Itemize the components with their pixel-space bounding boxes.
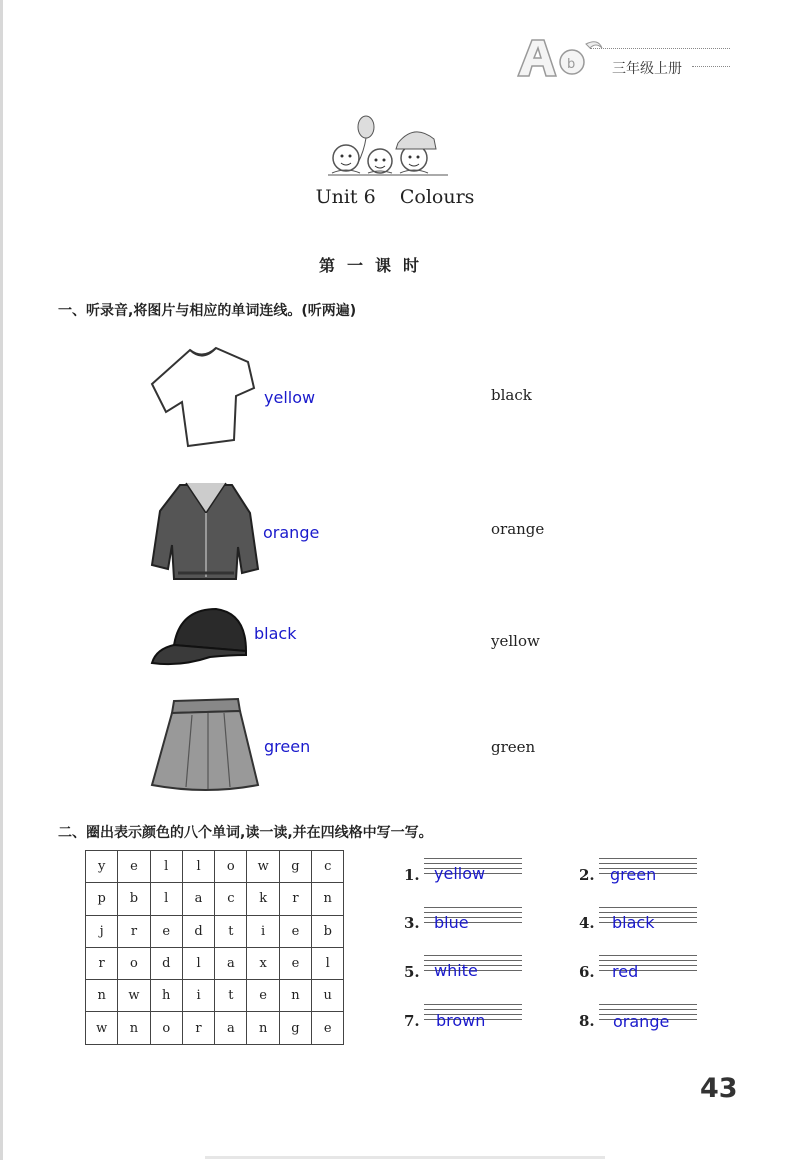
svg-text:b: b [567,57,576,72]
lesson-title: 第一课时 [318,256,431,275]
grid-cell[interactable]: e [150,915,182,947]
grid-cell[interactable]: d [150,947,182,979]
grid-cell[interactable]: e [279,947,311,979]
grid-cell[interactable]: a [215,947,247,979]
unit-title: Unit 6 Colours [315,186,475,208]
grid-cell[interactable]: c [312,851,344,883]
answer-number: 8. [579,1012,595,1030]
grid-cell[interactable]: n [247,1012,279,1044]
grid-cell[interactable]: b [118,883,150,915]
grid-cell[interactable]: o [150,1012,182,1044]
grid-cell[interactable]: e [279,915,311,947]
written-answer: yellow [434,864,486,883]
grid-cell[interactable]: r [279,883,311,915]
answer-number: 1. [404,866,420,884]
answer-number: 5. [404,963,420,981]
grid-cell[interactable]: l [150,883,182,915]
grid-cell[interactable]: g [279,1012,311,1044]
grid-row [86,947,344,979]
header-dots [692,66,730,67]
grid-cell[interactable]: l [312,947,344,979]
answer-2: orange [263,523,320,542]
page-edge-shadow [0,0,3,1160]
skirt-icon [148,695,260,795]
grid-cell[interactable]: n [86,980,118,1012]
grid-cell[interactable]: o [118,947,150,979]
jacket-icon [150,473,262,585]
grid-cell[interactable]: r [182,1012,214,1044]
word-1: black [491,386,532,404]
written-answer: brown [436,1011,486,1030]
grid-cell[interactable]: e [312,1012,344,1044]
grid-cell[interactable]: w [247,851,279,883]
answer-3: black [254,624,297,643]
section1-instruction: 一、听录音,将图片与相应的单词连线。(听两遍) [58,303,357,319]
grid-cell[interactable]: r [86,947,118,979]
written-answer: white [434,961,478,980]
grid-cell[interactable]: b [312,915,344,947]
page-number: 43 [700,1073,738,1104]
grid-cell[interactable]: r [118,915,150,947]
written-answer: green [610,865,657,884]
grid-cell[interactable]: n [312,883,344,915]
grid-cell[interactable]: o [215,851,247,883]
grid-cell[interactable]: u [312,980,344,1012]
grid-cell[interactable]: w [86,1012,118,1044]
answer-number: 6. [579,963,595,981]
t-shirt-icon [148,340,258,450]
grid-cell[interactable]: d [182,915,214,947]
grid-row [86,1012,344,1044]
header-rule [590,48,730,49]
grid-cell[interactable]: k [247,883,279,915]
answer-number: 2. [579,866,595,884]
answer-1: yellow [264,388,316,407]
answer-number: 7. [404,1012,420,1030]
grid-cell[interactable]: n [279,980,311,1012]
grid-row [86,851,344,883]
answer-number: 4. [579,914,595,932]
grid-cell[interactable]: i [247,915,279,947]
grid-cell[interactable]: t [215,915,247,947]
abc-logo [510,32,605,82]
section2-instruction: 二、圈出表示颜色的八个单词,读一读,并在四线格中写一写。 [58,825,433,841]
grid-cell[interactable]: j [86,915,118,947]
grid-cell[interactable]: a [215,1012,247,1044]
grid-cell[interactable]: i [182,980,214,1012]
grid-row [86,980,344,1012]
cap-icon [150,605,252,673]
grid-cell[interactable]: n [118,1012,150,1044]
grid-cell[interactable]: g [279,851,311,883]
grid-cell[interactable]: c [215,883,247,915]
answer-number: 3. [404,914,420,932]
written-answer: orange [613,1012,670,1031]
grid-cell[interactable]: y [86,851,118,883]
kids-illustration [318,113,488,193]
grid-cell[interactable]: e [247,980,279,1012]
word-search-grid [85,850,344,1045]
grid-cell[interactable]: x [247,947,279,979]
written-answer: blue [434,913,469,932]
written-answer: red [612,962,639,981]
grid-cell[interactable]: t [215,980,247,1012]
grid-row [86,915,344,947]
grid-cell[interactable]: l [182,947,214,979]
grade-label: 三年级上册 [612,61,682,77]
grid-cell[interactable]: h [150,980,182,1012]
grid-cell[interactable]: p [86,883,118,915]
word-3: yellow [491,632,540,650]
grid-row [86,883,344,915]
grid-cell[interactable]: w [118,980,150,1012]
grid-cell[interactable]: l [150,851,182,883]
grid-cell[interactable]: a [182,883,214,915]
grid-cell[interactable]: e [118,851,150,883]
answer-4: green [264,737,311,756]
grid-cell[interactable]: l [182,851,214,883]
written-answer: black [612,913,655,932]
word-2: orange [491,520,545,538]
page-bottom-edge [205,1156,605,1159]
word-4: green [491,738,536,756]
